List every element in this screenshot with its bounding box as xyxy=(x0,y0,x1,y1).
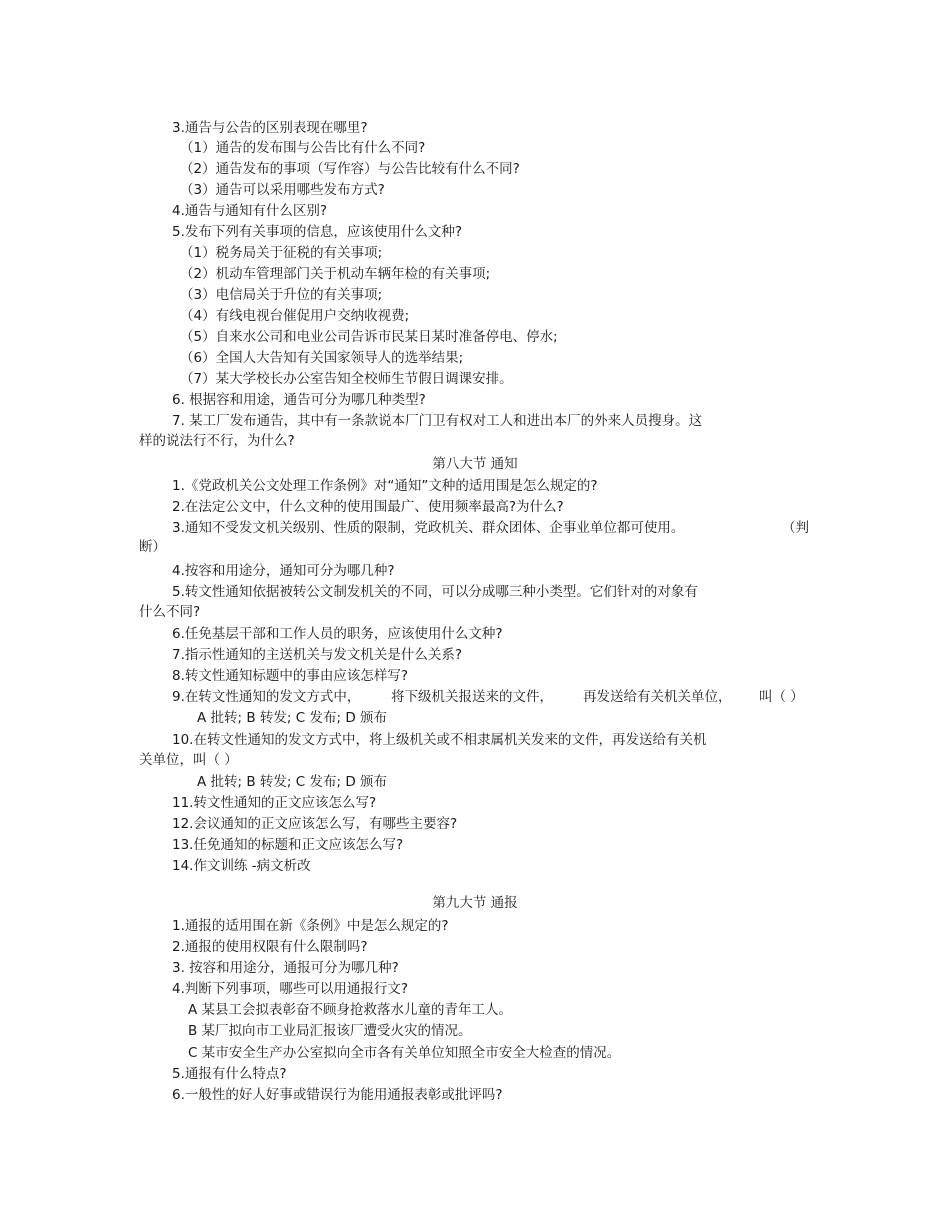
s8-question-9-options: A 批转; B 转发; C 发布; D 颁布 xyxy=(197,710,388,726)
s8-question-4: 4.按容和用途分，通知可分为哪几种? xyxy=(172,563,395,579)
question-7-line-1: 7. 某工厂发布通告，其中有一条款说本厂门卫有权对工人和进出本厂的外来人员搜身。这 xyxy=(172,413,703,429)
s8-question-9-part-d: 叫（ ） xyxy=(759,689,804,705)
question-6: 6. 根据容和用途，通告可分为哪几种类型? xyxy=(172,392,426,408)
s8-question-10-line-1: 10.在转文性通知的发文方式中，将上级机关或不相隶属机关发来的文件，再发送给有关机 xyxy=(172,732,707,748)
question-3: 3.通告与公告的区别表现在哪里? xyxy=(172,120,368,136)
s9-question-1: 1.通报的适用围在新《条例》中是怎么规定的? xyxy=(172,918,449,934)
s8-question-9 xyxy=(172,687,360,707)
s8-question-9-part-b: 将下级机关报送来的文件， xyxy=(391,689,553,705)
s8-question-8: 8.转文性通知标题中的事由应该怎样写? xyxy=(172,668,409,684)
question-5-item-5: （5）自来水公司和电业公司告诉市民某日某时准备停电、停水; xyxy=(180,329,558,345)
question-5-item-2: （2）机动车管理部门关于机动车辆年检的有关事项; xyxy=(180,266,491,282)
s8-question-6: 6.任免基层干部和工作人员的职务，应该使用什么文种? xyxy=(172,626,503,642)
question-3-item-2: （2）通告发布的事项（写作容）与公告比较有什么不同? xyxy=(180,161,520,177)
question-3-item-3: （3）通告可以采用哪些发布方式? xyxy=(180,182,385,198)
s8-question-3: 3.通知不受发文机关级别、性质的限制，党政机关、群众团体、企事业单位都可使用。 xyxy=(172,520,685,536)
s8-question-3-tail: （判 xyxy=(782,520,809,536)
s8-question-10-options: A 批转; B 转发; C 发布; D 颁布 xyxy=(197,774,388,790)
question-3-item-1: （1）通告的发布围与公告比有什么不同? xyxy=(180,140,426,156)
s8-question-9-part-c: 再发送给有关机关单位， xyxy=(583,689,732,705)
question-5-item-7: （7）某大学校长办公室告知全校师生节假日调课安排。 xyxy=(180,371,513,387)
s8-question-10-line-2: 关单位，叫（ ） xyxy=(139,752,238,768)
s9-question-4-item-b: B 某厂拟向市工业局汇报该厂遭受火灾的情况。 xyxy=(188,1023,472,1039)
s8-question-3-wrap: 断） xyxy=(139,539,166,555)
s8-question-14: 14.作文训练 -病文析改 xyxy=(172,858,311,874)
s8-question-1: 1.《党政机关公文处理工作条例》对“通知”文种的适用围是怎么规定的? xyxy=(172,478,598,494)
s8-question-13: 13.任免通知的标题和正文应该怎么写? xyxy=(172,837,404,853)
s8-question-12: 12.会议通知的正文应该怎么写，有哪些主要容? xyxy=(172,816,458,832)
section-8-title: 第八大节 通知 xyxy=(432,456,518,472)
s9-question-6: 6.一般性的好人好事或错误行为能用通报表彰或批评吗? xyxy=(172,1087,503,1103)
s8-question-9-part-a: 9.在转文性通知的发文方式中， xyxy=(172,689,361,705)
s9-question-3: 3. 按容和用途分，通报可分为哪几种? xyxy=(172,960,399,976)
question-5-item-6: （6）全国人大告知有关国家领导人的选举结果; xyxy=(180,350,464,366)
s8-question-5-line-2: 什么不同? xyxy=(139,604,201,620)
s9-question-4: 4.判断下列事项，哪些可以用通报行文? xyxy=(172,981,409,997)
s9-question-2: 2.通报的使用权限有什么限制吗? xyxy=(172,939,368,955)
s9-question-5: 5.通报有什么特点? xyxy=(172,1066,287,1082)
question-5-item-4: （4）有线电视台催促用户交纳收视费; xyxy=(180,308,410,324)
question-7-line-2: 样的说法行不行，为什么? xyxy=(139,433,295,449)
question-4: 4.通告与通知有什么区别? xyxy=(172,203,328,219)
s8-question-5-line-1: 5.转文性通知依据被转公文制发机关的不同，可以分成哪三种小类型。它们针对的对象有 xyxy=(172,584,698,600)
s8-question-2: 2.在法定公文中，什么文种的使用围最广、使用频率最高?为什么? xyxy=(172,499,564,515)
s9-question-4-item-c: C 某市安全生产办公室拟向全市各有关单位知照全市安全大检查的情况。 xyxy=(188,1045,621,1061)
question-5: 5.发布下列有关事项的信息，应该使用什么文种? xyxy=(172,224,463,240)
question-5-item-3: （3）电信局关于升位的有关事项; xyxy=(180,287,383,303)
question-5-item-1: （1）税务局关于征税的有关事项; xyxy=(180,245,383,261)
s8-question-7: 7.指示性通知的主送机关与发文机关是什么关系? xyxy=(172,647,463,663)
s9-question-4-item-a: A 某县工会拟表彰奋不顾身抢救落水儿童的青年工人。 xyxy=(188,1002,513,1018)
s8-question-11: 11.转文性通知的正文应该怎么写? xyxy=(172,795,377,811)
section-9-title: 第九大节 通报 xyxy=(432,895,518,911)
